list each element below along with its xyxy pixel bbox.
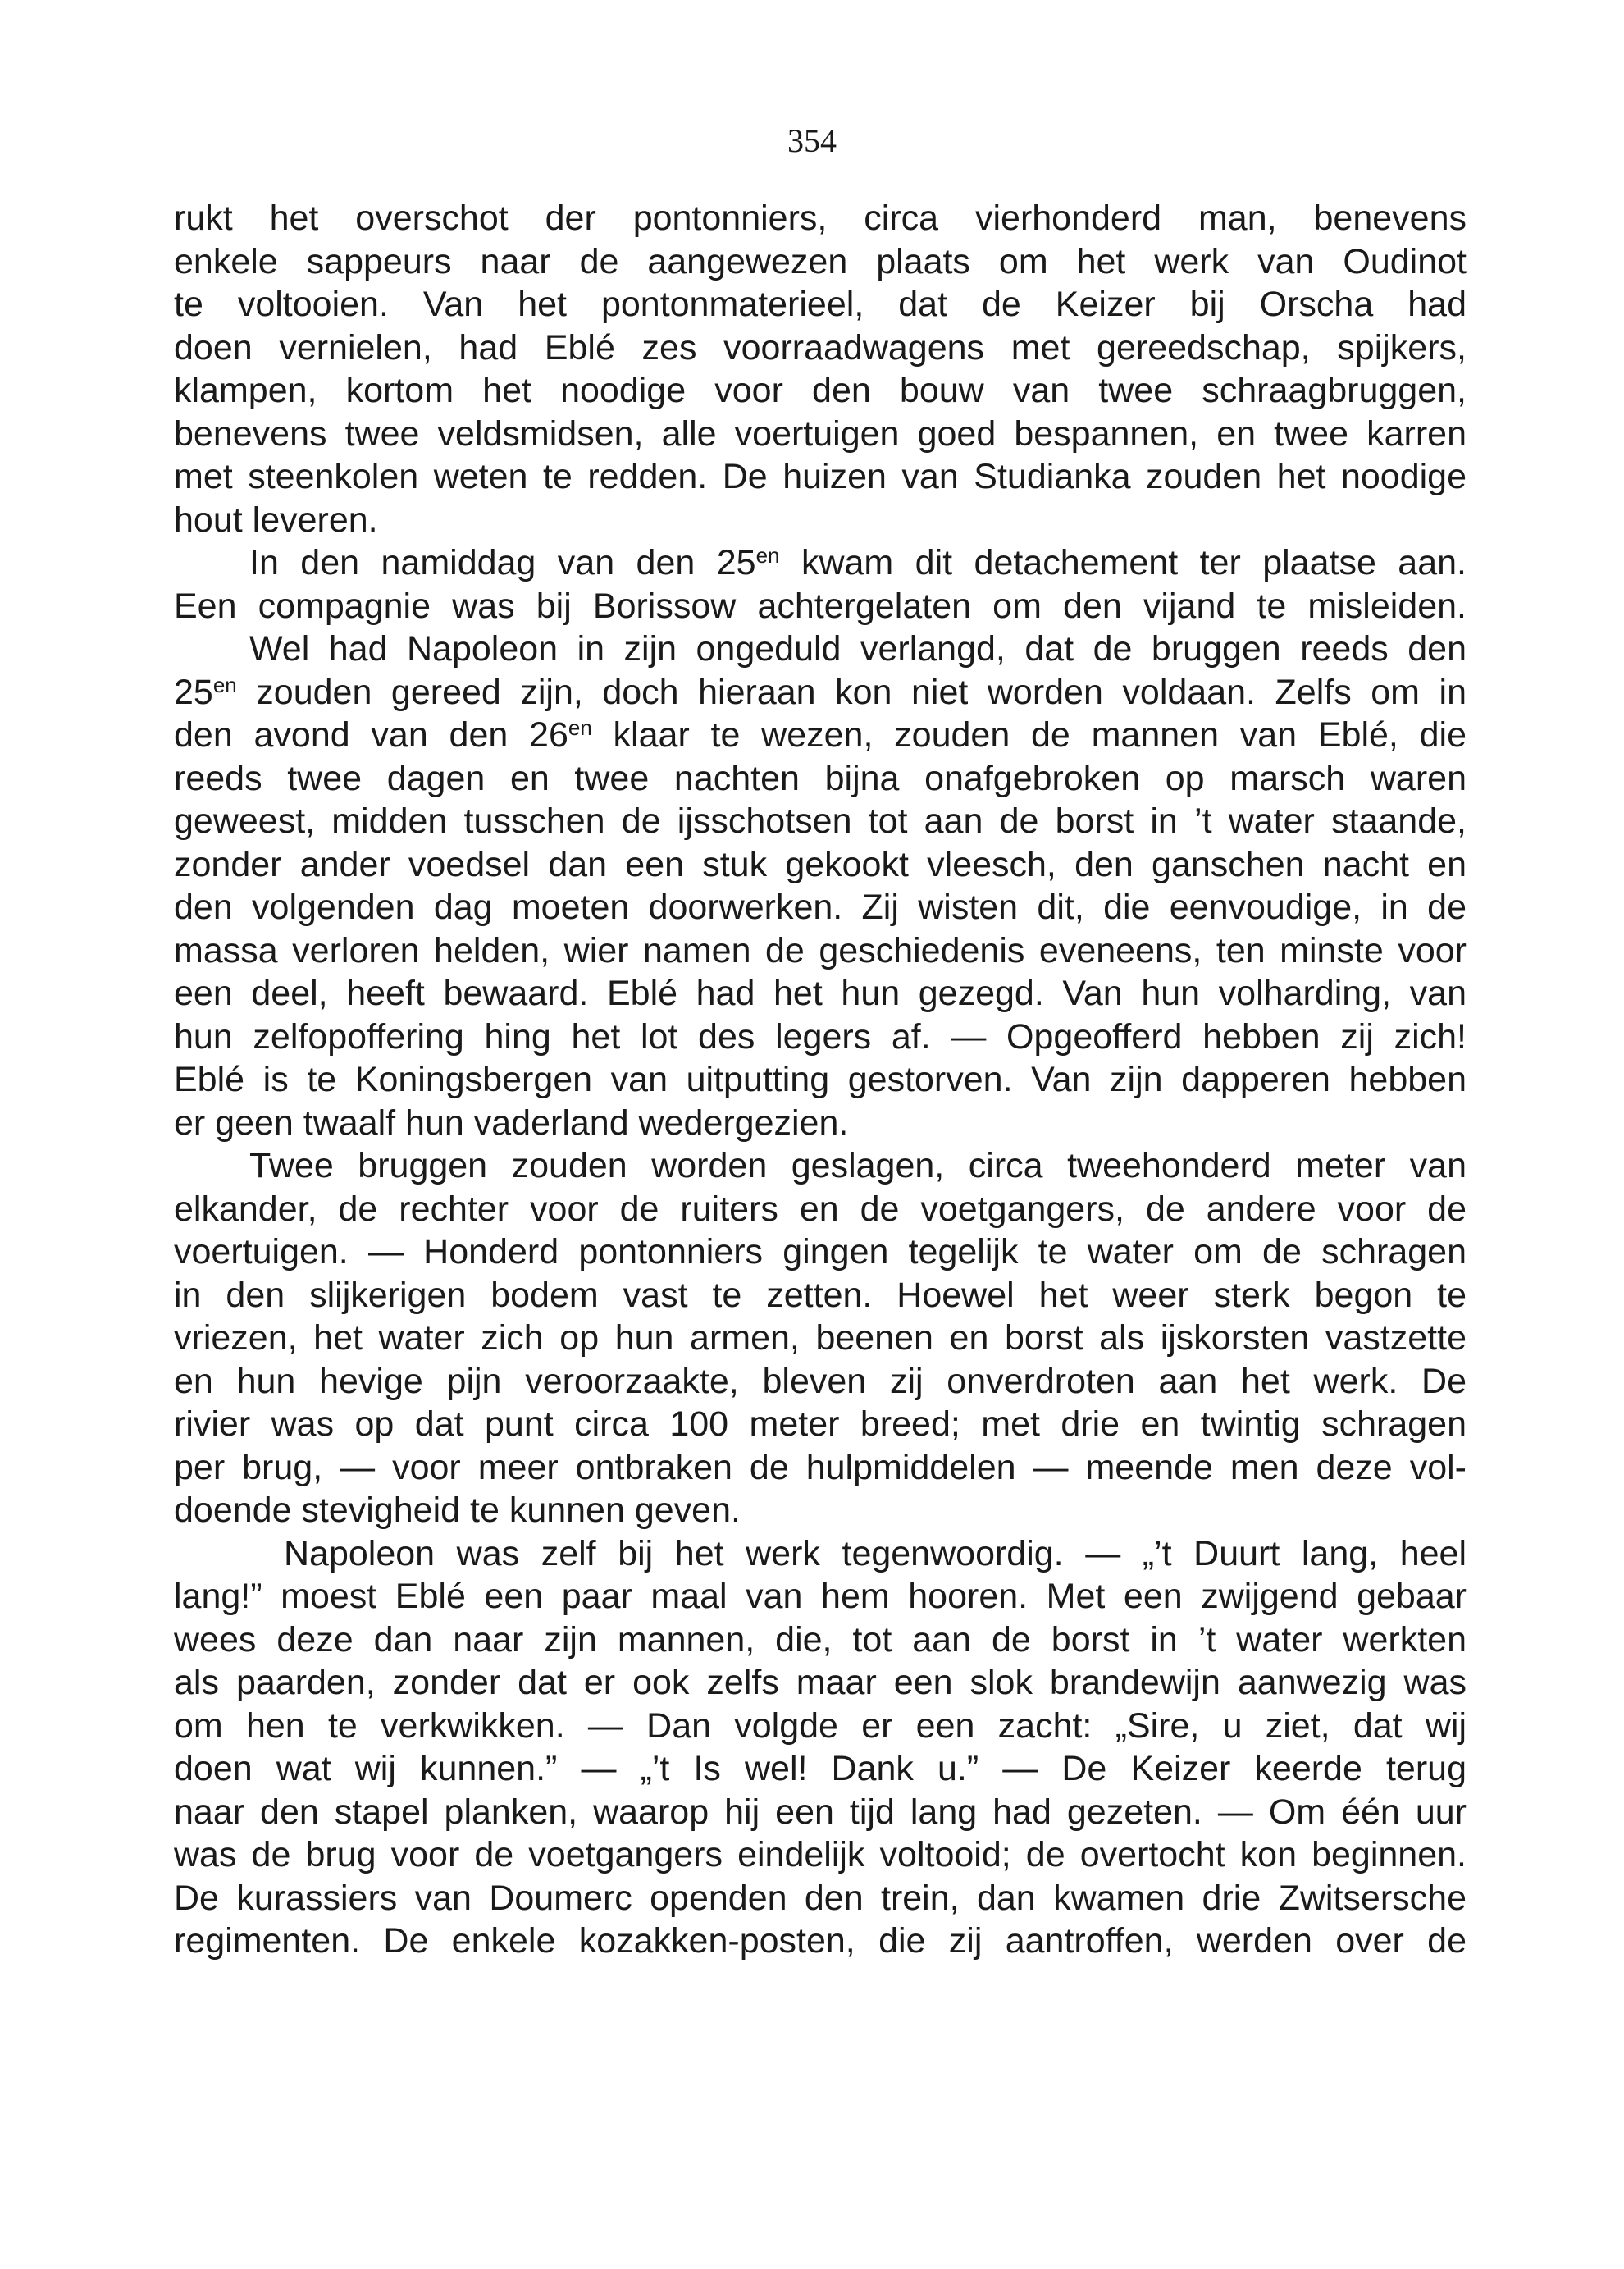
- page-number: 354: [787, 122, 837, 159]
- text-line: De kurassiers van Doumerc openden den trein, dan kwamen drie Zwitsersche: [174, 1878, 1467, 1918]
- text-line: voertuigen. — Honderd pontonniers gingen tegelijk te water om de schragen: [174, 1232, 1467, 1271]
- text-line: zonder ander voedsel dan een stuk gekookt vleesch, den ganschen nacht en: [174, 844, 1467, 884]
- text-segment: den avond van den 26: [174, 715, 568, 755]
- text-line: doen wat wij kunnen.” — „’t Is wel! Dank u.” — De Keizer keerde terug: [174, 1749, 1467, 1788]
- text-line: [174, 671, 1467, 714]
- superscript: en: [212, 672, 237, 697]
- text-line: Wel had Napoleon in zijn ongeduld verlangd, dat de bruggen reeds den: [249, 629, 1467, 669]
- text-line: lang!” moest Eblé een paar maal van hem hooren. Met een zwijgend gebaar: [174, 1577, 1467, 1616]
- text-line: met steenkolen weten te redden. De huizen van Studianka zouden het noodige: [174, 457, 1467, 496]
- text-line: als paarden, zonder dat er ook zelfs maar een slok brandewijn aanwezig was: [174, 1663, 1467, 1702]
- text-line: Een compagnie was bij Borissow achtergelaten om den vijand te misleiden.: [174, 586, 1467, 626]
- text-line: per brug, — voor meer ontbraken de hulpmiddelen — meende men deze vol-: [174, 1447, 1467, 1487]
- text-line: massa verloren helden, wier namen de geschiedenis eveneens, ten minste voor: [174, 930, 1467, 970]
- text-line: naar den stapel planken, waarop hij een tijd lang had gezeten. — Om één uur: [174, 1792, 1467, 1832]
- text-line: wees deze dan naar zijn mannen, die, tot aan de borst in ’t water werkten: [174, 1619, 1467, 1660]
- text-line: om hen te verkwikken. — Dan volgde er een zacht: „Sire, u ziet, dat wij: [174, 1705, 1467, 1746]
- text-segment: 25: [174, 672, 213, 712]
- text-line: Twee bruggen zouden worden geslagen, circa tweehonderd meter van: [249, 1146, 1467, 1185]
- text-line: den volgenden dag moeten doorwerken. Zij wisten dit, die eenvoudige, in de: [174, 888, 1467, 927]
- text-line: een deel, heeft bewaard. Eblé had het hun gezegd. Van hun volharding, van: [174, 974, 1467, 1013]
- text-line: vriezen, het water zich op hun armen, beenen en borst als ijskorsten vastzette: [174, 1318, 1467, 1358]
- text-line: doende stevigheid te kunnen geven.: [174, 1491, 741, 1530]
- text-line: en hun hevige pijn veroorzaakte, bleven zij onverdroten aan het werk. De: [174, 1361, 1467, 1401]
- text-line: in den slijkerigen bodem vast te zetten. Hoewel het weer sterk begon te: [174, 1275, 1467, 1315]
- text-line: te voltooien. Van het pontonmaterieel, dat de Keizer bij Orscha had: [174, 285, 1467, 324]
- superscript: en: [755, 543, 780, 568]
- text-segment: klaar te wezen, zouden de mannen van Eblé, die: [591, 715, 1467, 755]
- text-line: [174, 714, 1467, 757]
- text-line: doen vernielen, had Eblé zes voorraadwagens met gereedschap, spijkers,: [174, 327, 1467, 368]
- text-line: Napoleon was zelf bij het werk tegenwoordig. — „’t Duurt lang, heel: [284, 1533, 1467, 1573]
- text-line: reeds twee dagen en twee nachten bijna onafgebroken op marsch waren: [174, 758, 1467, 798]
- text-line: rivier was op dat punt circa 100 meter breed; met drie en twintig schragen: [174, 1404, 1467, 1444]
- text-segment: In den namiddag van den 25: [249, 543, 756, 582]
- text-line: geweest, midden tusschen de ijsschotsen tot aan de borst in ’t water staande,: [174, 801, 1467, 841]
- text-line: hout leveren.: [174, 500, 378, 540]
- text-line: enkele sappeurs naar de aangewezen plaats om het werk van Oudinot: [174, 241, 1467, 281]
- body-text: [174, 197, 1467, 1963]
- text-line: [174, 541, 1467, 585]
- text-line: elkander, de rechter voor de ruiters en de voetgangers, de andere voor de: [174, 1189, 1467, 1229]
- text-segment: zouden gereed zijn, doch hieraan kon niet worden voldaan. Zelfs om in: [236, 672, 1467, 712]
- text-line: rukt het overschot der pontonniers, circa vierhonderd man, benevens: [174, 199, 1467, 238]
- text-line: benevens twee veldsmidsen, alle voertuigen goed bespannen, en twee karren: [174, 413, 1467, 454]
- text-line: regimenten. De enkele kozakken-posten, die zij aantroffen, werden over de: [174, 1921, 1467, 1961]
- text-line: Eblé is te Koningsbergen van uitputting gestorven. Van zijn dapperen hebben: [174, 1060, 1467, 1099]
- text-line: er geen twaalf hun vaderland wedergezien.: [174, 1103, 849, 1143]
- text-line: hun zelfopoffering hing het lot des legers af. — Opgeofferd hebben zij zich!: [174, 1016, 1467, 1057]
- text-segment: kwam dit detachement ter plaatse aan.: [779, 543, 1467, 582]
- text-line: was de brug voor de voetgangers eindelijk voltooid; de overtocht kon beginnen.: [174, 1835, 1467, 1874]
- superscript: en: [568, 715, 592, 740]
- text-line: klampen, kortom het noodige voor den bouw van twee schraagbruggen,: [174, 371, 1467, 410]
